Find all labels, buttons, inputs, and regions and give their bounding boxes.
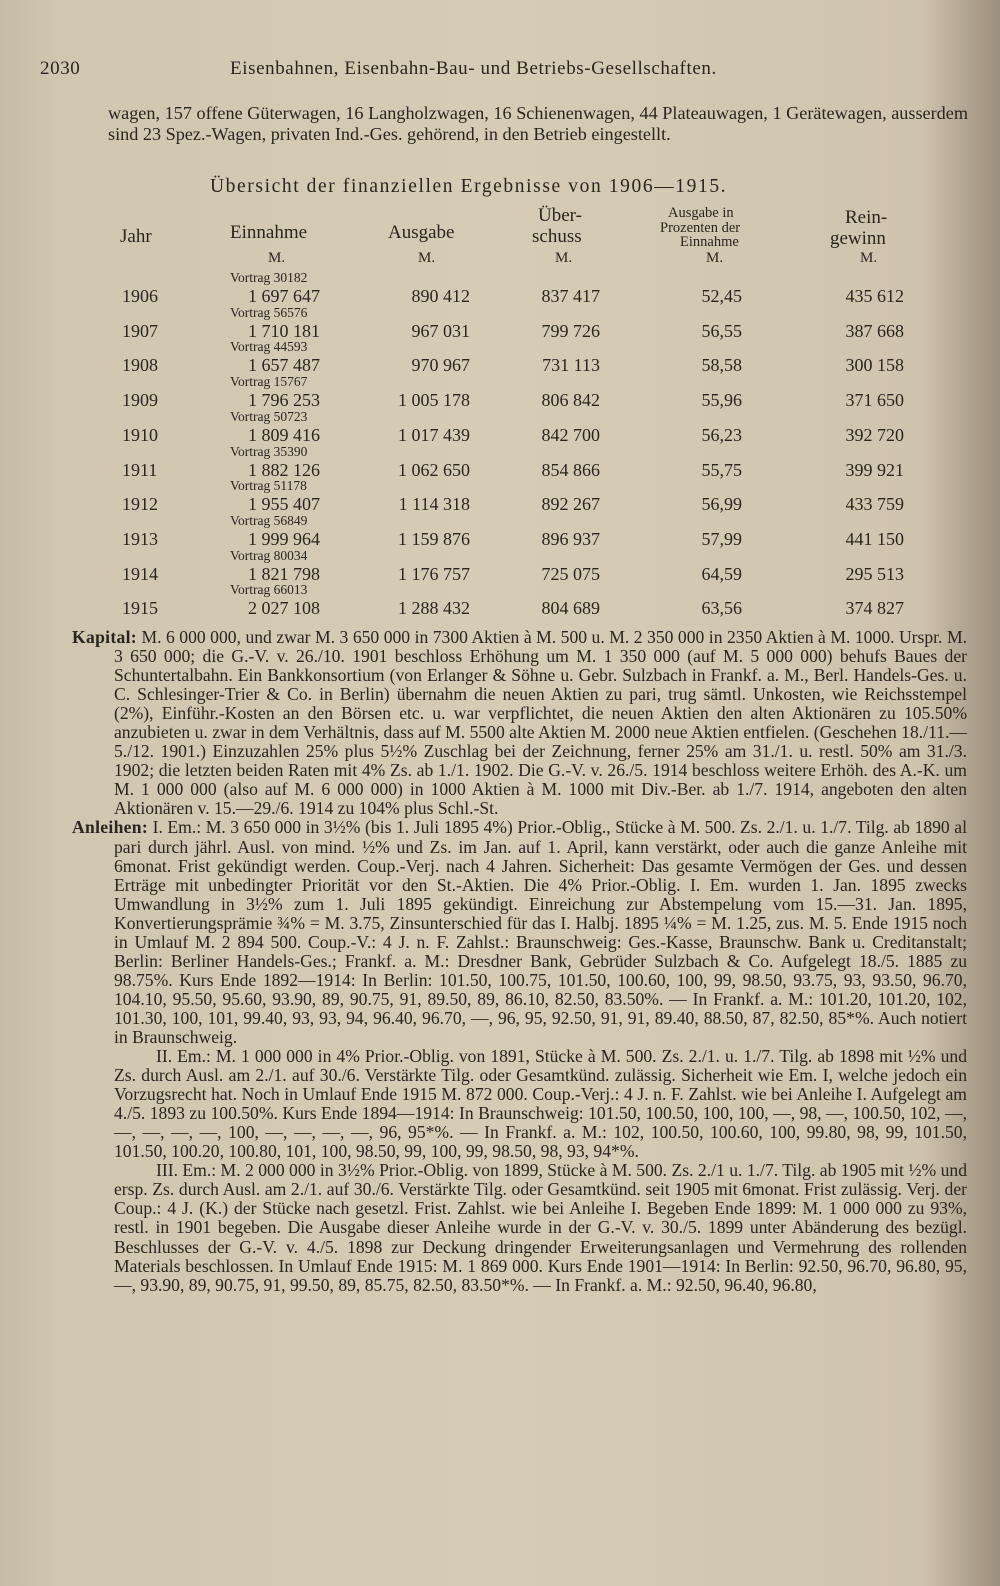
anleihen-em3-paragraph: III. Em.: M. 2 000 000 in 3½% Prior.-Oblig. von 1899, Stücke à M. 500. Zs. 2./1 u. 1./7. Tilg. ab 1905 mit ½% und ersp. Zs. durch Ausl. am 2./1. auf 30./6. Verstärkte Tilg. oder Gesamtkünd. seit 1905 mit 6monat. Frist zulässig. Verj. der Coup.: 4 J. (K.) der Stücke nach gesetzl. Frist. Zahlst. wie bei Anleihe I. Begeben Ende 1899: M. 1 000 000 zu 93%, restl. in 1901 begeben. Die Ausgabe dieser Anleihe wurde in der G.-V. v. 30./5. 1899 unter Abänderung des bezügl. Beschlusses der G.-V. v. 4./5. 1898 zur Deckung dringender Erweiterungsanlagen und Vermehrung des rollenden Materials beschlossen. In Umlauf Ende 1915: M. 1 869 000. Kurs Ende 1901—1914: In Berlin: 92.50, 96.70, 96.80, 95, —, 93.90, 89, 90.75, 91, 99.50, 89, 85.75, 82.50, 83.50*%. — In Frankf. a. M.: 92.50, 96.40, 96.80,	[114, 1160, 967, 1295]
table-cell-einnahme: 1 657 487	[248, 355, 320, 376]
table-title: Übersicht der finanziellen Ergebnisse von 1906—1915.	[210, 176, 728, 197]
financial-results-table	[0, 0, 1000, 640]
table-cell-prozent: 55,75	[701, 459, 742, 480]
header-ueberschuss-1: Über-	[538, 205, 582, 226]
running-head: Eisenbahnen, Eisenbahn-Bau- und Betriebs-Gesellschaften.	[230, 58, 717, 79]
table-cell-jahr: 1908	[122, 355, 158, 376]
table-cell-jahr: 1914	[122, 563, 158, 584]
unit-ueberschuss: M.	[555, 250, 573, 266]
table-cell-ausgabe: 1 005 178	[398, 390, 470, 411]
anleihen-em1: I. Em.: M. 3 650 000 in 3½% (bis 1. Juli 1895 4%) Prior.-Oblig., Stücke à M. 500. Zs. 2./1. u. 1./7. Tilg. ab 1890 al pari durch jährl. Ausl. von mind. ½% und Zs. im Jan. auf 1. April, kann verstärkt, oder auch die ganze Anleihe mit 6monat. Frist gekündigt werden. Coup.-Verj. nach 4 Jahren. Sicherheit: Das gesamte Vermögen der Ges. und dessen Erträge mit unbedingter Priorität vor den St.-Aktien. Die 4% Prior.-Oblig. I. Em. wurden 1. Jan. 1895 zwecks Umwandlung in 3½% zum 1. Juli 1895 gekündigt. Einreichung zur Abstempelung vom 15.—31. Jan. 1895, Konvertierungsprämie ¾% = M. 3.75, Zinsunterschied für das I. Halbj. 1895 ¼% = M. 1.25, zus. M. 5. Ende 1915 noch in Umlauf M. 2 894 500. Coup.-V.: 4 J. n. F. Zahlst.: Braunschweig: Ges.-Kasse, Braunschw. Bank u. Creditanstalt; Berlin: Berliner Handels-Ges.; Frankf. a. M.: Dresdner Bank, Gebrüder Sulzbach & Co. Aufgelegt 18./5. 1885 zu 98.75%. Kurs Ende 1892—1914: In Berlin: 101.50, 100.75, 101.50, 100.60, 100, 99, 98.50, 93.75, 93, 93.50, 96.70, 104.10, 95.50, 95.60, 93.90, 89, 90.75, 91, 89.50, 89, 86.10, 82.50, 83.50%. — In Frankf. a. M.: 101.20, 101.20, 102, 101.30, 100, 101, 99.40, 93, 93, 94, 96.40, 96.70, —, 96, 95, 92.50, 91, 91, 89.40, 88.50, 87, 82.50, 85*%. Auch notiert in Braunschweig.	[114, 817, 967, 1047]
table-cell-einnahme: 1 710 181	[248, 320, 320, 341]
anleihen-paragraph	[72, 818, 967, 1047]
header-jahr: Jahr	[120, 226, 152, 247]
table-cell-ausgabe: 970 967	[411, 355, 470, 376]
anleihen-label: Anleihen:	[72, 817, 149, 838]
table-cell-prozent: 63,56	[701, 598, 742, 619]
table-cell-prozent: 56,23	[701, 424, 742, 445]
anleihen-em2-paragraph: II. Em.: M. 1 000 000 in 4% Prior.-Oblig. von 1891, Stücke à M. 500. Zs. 2./1. u. 1./7. Tilg. ab 1898 mit ½% und Zs. durch Ausl. am 2./1. auf 30./6. Verstärkte Tilg. oder Gesamtkünd. zulässig. Sicherheit wie Em. I, welche jedoch ein Vorzugsrecht hat. Noch in Umlauf Ende 1915 M. 872 000. Coup.-Verj.: 4 J. n. F. Zahlst. wie bei Anleihe I. Aufgelegt am 4./5. 1893 zu 100.50%. Kurs Ende 1894—1914: In Braunschweig: 101.50, 100.50, 100, 100, —, 98, —, 100.50, 102, —, —, —, —, —, 100, —, —, —, —, 96, 95*%. — In Frankf. a. M.: 102, 100.50, 100.60, 100, 99.80, 98, 99, 101.50, 101.50, 100.20, 100.80, 101, 100, 98.50, 99, 100, 99, 98.50, 98, 93, 94*%.	[114, 1046, 967, 1162]
table-cell-ueberschuss: 806 842	[541, 390, 600, 411]
table-cell-jahr: 1911	[122, 459, 158, 480]
table-cell-ueberschuss: 892 267	[541, 494, 600, 515]
table-vortrag: Vortrag 80034	[230, 547, 308, 563]
table-cell-ueberschuss: 804 689	[541, 598, 600, 619]
table-cell-einnahme: 1 809 416	[248, 424, 320, 445]
unit-reingewinn: M.	[860, 250, 878, 266]
table-cell-einnahme: 2 027 108	[248, 598, 320, 619]
table-cell-einnahme: 1 999 964	[248, 528, 320, 549]
table-cell-ueberschuss: 731 113	[542, 355, 600, 376]
table-cell-ueberschuss: 854 866	[541, 459, 600, 480]
header-prozent-2: Prozenten der	[660, 220, 741, 236]
table-cell-reingewinn: 399 921	[845, 459, 904, 480]
table-cell-reingewinn: 387 668	[845, 320, 904, 341]
table-cell-reingewinn: 295 513	[845, 563, 904, 584]
kapital-text: M. 6 000 000, und zwar M. 3 650 000 in 7300 Aktien à M. 500 u. M. 2 350 000 in 2350 Aktien à M. 1000. Urspr. M. 3 650 000; die G.-V. v. 26./10. 1901 beschloss Erhöhung um M. 1 350 000 (auf M. 5 000 000) behufs Baues der Schuntertalbahn. Ein Bankkonsortium (von Erlanger & Söhne u. Gebr. Sulzbach in Frankf. a. M., Berl. Handels-Ges. u. C. Schlesinger-Trier & Co. in Berlin) übernahm die neuen Aktien zu pari, trug sämtl. Unkosten, wie Reichsstempel (2%), Einführ.-Kosten an den Börsen etc. u. war verpflichtet, die neuen Aktien den alten Aktionären zu 105.50% anzubieten u. zwar in dem Verhältnis, dass auf M. 5500 alte Aktien M. 2000 neue Aktien entfielen. (Geschehen 18./11.—5./12. 1901.) Einzuzahlen 25% plus 5½% Zuschlag bei der Zeichnung, ferner 25% am 31./1. u. restl. 50% am 31./3. 1902; die letzten beiden Raten mit 4% Zs. ab 1./1. 1902. Die G.-V. v. 26./5. 1914 beschloss weitere Erhöh. des A.-K. um M. 1 000 000 (also auf M. 6 000 000) in 1000 Aktien à M. 1000 mit Div.-Ber. ab 1./7. 1914, angeboten den alten Aktionären v. 15.—29./6. 1914 zu 104% plus Schl.-St.	[114, 627, 967, 819]
table-cell-einnahme: 1 796 253	[248, 390, 320, 411]
table-vortrag: Vortrag 51178	[230, 478, 307, 494]
table-cell-einnahme: 1 955 407	[248, 494, 320, 515]
table-cell-ueberschuss: 842 700	[541, 424, 600, 445]
header-prozent-1: Ausgabe in	[668, 205, 734, 221]
header-prozent-3: Einnahme	[680, 234, 739, 250]
table-cell-reingewinn: 433 759	[845, 494, 904, 515]
table-cell-ausgabe: 1 017 439	[398, 424, 470, 445]
table-cell-ueberschuss: 725 075	[541, 563, 600, 584]
table-cell-prozent: 58,58	[701, 355, 742, 376]
table-vortrag: Vortrag 56849	[230, 512, 308, 528]
table-cell-ausgabe: 1 176 757	[398, 563, 470, 584]
table-cell-prozent: 56,99	[701, 494, 742, 515]
table-cell-reingewinn: 374 827	[845, 598, 904, 619]
table-cell-prozent: 57,99	[701, 528, 742, 549]
table-cell-prozent: 55,96	[701, 390, 742, 411]
table-cell-prozent: 56,55	[701, 320, 742, 341]
table-cell-jahr: 1913	[122, 528, 158, 549]
table-vortrag: Vortrag 66013	[230, 582, 308, 598]
table-cell-reingewinn: 300 158	[845, 355, 904, 376]
table-cell-reingewinn: 435 612	[845, 286, 904, 306]
table-cell-jahr: 1909	[122, 390, 158, 411]
table-vortrag: Vortrag 30182	[230, 270, 308, 285]
table-cell-ausgabe: 1 159 876	[398, 528, 470, 549]
table-cell-jahr: 1915	[122, 598, 158, 619]
table-cell-ueberschuss: 896 937	[541, 528, 600, 549]
unit-ausgabe: M.	[418, 250, 436, 266]
table-cell-jahr: 1907	[122, 320, 158, 341]
table-cell-prozent: 64,59	[701, 563, 742, 584]
table-cell-einnahme: 1 697 647	[248, 286, 320, 306]
table-cell-ausgabe: 1 288 432	[398, 598, 470, 619]
table-cell-einnahme: 1 882 126	[248, 459, 320, 480]
table-cell-jahr: 1912	[122, 494, 158, 515]
table-cell-ausgabe: 890 412	[411, 286, 470, 306]
table-vortrag: Vortrag 35390	[230, 443, 308, 459]
kapital-label: Kapital:	[72, 627, 137, 647]
table-cell-reingewinn: 441 150	[845, 528, 904, 549]
intro-paragraph: wagen, 157 offene Güterwagen, 16 Langholzwagen, 16 Schienenwagen, 44 Plateauwagen, 1 Gerätewagen, ausserdem sind 23 Spez.-Wagen, privaten Ind.-Ges. gehörend, in den Betrieb eingestellt.	[108, 103, 968, 144]
table-cell-ueberschuss: 799 726	[541, 320, 600, 341]
table-cell-ausgabe: 967 031	[411, 320, 470, 341]
table-cell-jahr: 1906	[122, 286, 158, 306]
header-rein-1: Rein-	[845, 207, 888, 228]
header-einnahme: Einnahme	[230, 222, 308, 243]
header-rein-2: gewinn	[830, 228, 886, 249]
table-vortrag: Vortrag 50723	[230, 408, 308, 424]
table-cell-reingewinn: 392 720	[845, 424, 904, 445]
table-cell-ueberschuss: 837 417	[541, 286, 600, 306]
table-cell-einnahme: 1 821 798	[248, 563, 320, 584]
header-ueberschuss-2: schuss	[532, 226, 582, 247]
table-cell-ausgabe: 1 114 318	[398, 494, 470, 515]
table-cell-prozent: 52,45	[701, 286, 742, 306]
text-sections	[72, 628, 967, 1295]
table-vortrag: Vortrag 56576	[230, 304, 308, 320]
table-cell-ausgabe: 1 062 650	[398, 459, 470, 480]
page-number: 2030	[40, 58, 81, 79]
header-ausgabe: Ausgabe	[388, 222, 455, 243]
kapital-paragraph	[72, 628, 967, 818]
unit-prozent: M.	[706, 250, 724, 266]
table-vortrag: Vortrag 44593	[230, 339, 308, 355]
table-cell-reingewinn: 371 650	[845, 390, 904, 411]
table-vortrag: Vortrag 15767	[230, 374, 308, 390]
table-cell-jahr: 1910	[122, 424, 158, 445]
unit-einnahme: M.	[268, 250, 286, 266]
